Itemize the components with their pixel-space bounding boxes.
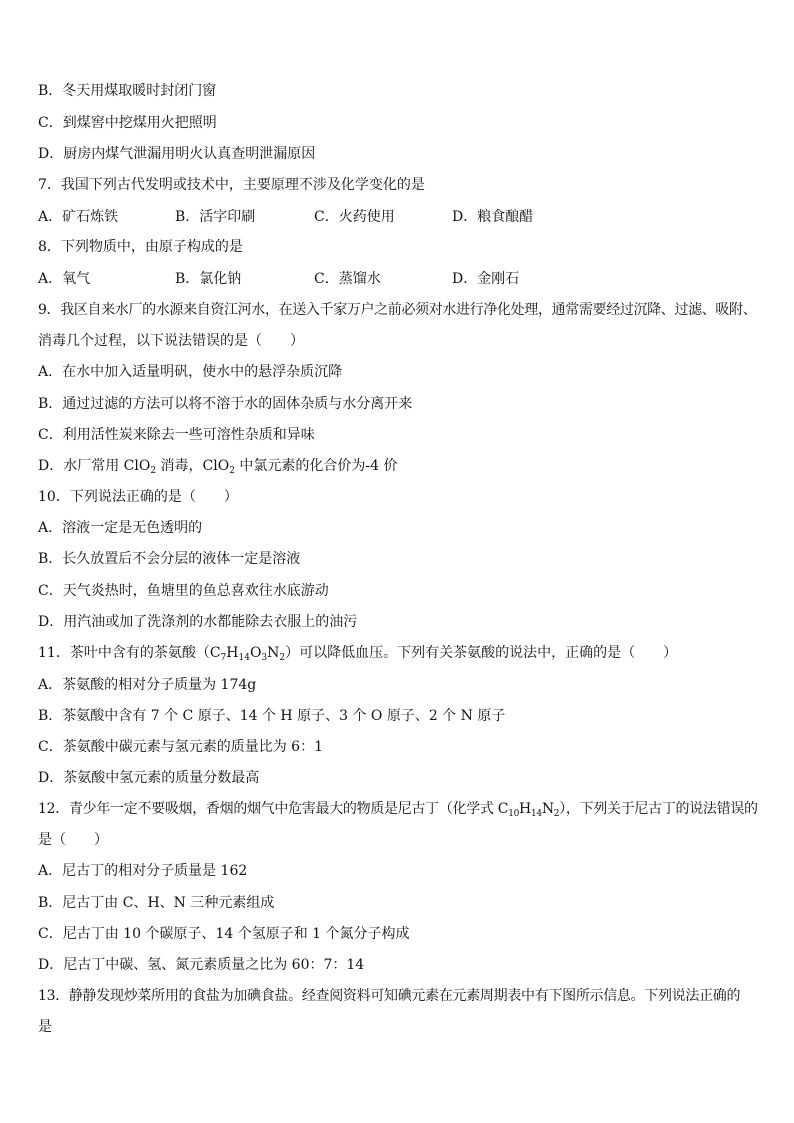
q12-symbol-n: N: [541, 801, 554, 817]
question-12-stem-line2: 是（ ）: [38, 832, 108, 848]
question-8-stem: 8．下列物质中，由原子构成的是: [38, 239, 243, 255]
q11-symbol-o: O: [249, 645, 262, 661]
q10-option-a: A．溶液一定是无色透明的: [38, 520, 203, 536]
q6-option-d: D．厨房内煤气泄漏用明火认真查明泄漏原因: [38, 146, 316, 162]
q10-option-d: D．用汽油或加了洗涤剂的水都能除去衣服上的油污: [38, 614, 358, 630]
q11-subscript-c: 7: [220, 653, 227, 663]
q11-text-2: ）可以降低血压。下列有关茶氨酸的说法中，正确的是（ ）: [285, 645, 678, 661]
q8-option-d: D．金刚石: [452, 271, 520, 287]
q12-option-d: D．尼古丁中碳、氢、氮元素质量之比为 60：7：14: [38, 957, 365, 973]
q6-option-c: C．到煤窖中挖煤用火把照明: [38, 115, 217, 131]
q11-option-d: D．茶氨酸中氢元素的质量分数最高: [38, 770, 260, 786]
q7-option-d: D．粮食酿醋: [452, 209, 534, 225]
q11-symbol-h: H: [226, 645, 239, 661]
q8-option-c: C．蒸馏水: [314, 271, 381, 287]
q9d-text-2: 消毒，ClO: [156, 458, 230, 474]
q9-option-c: C．利用活性炭来除去一些可溶性杂质和异味: [38, 427, 315, 443]
q12-subscript-h: 14: [530, 809, 542, 819]
q12-text-1: 12．青少年一定不要吸烟，香烟的烟气中危害最大的物质是尼古丁（化学式 C: [38, 801, 509, 817]
question-9-stem-line1: 9．我区自来水厂的水源来自资江河水，在送入千家万户之前必须对水进行净化处理，通常需要经过沉降、过滤、吸附、: [38, 302, 757, 318]
q7-option-b: B．活字印刷: [175, 209, 256, 225]
q11-symbol-n: N: [267, 645, 280, 661]
q12-text-2: ），下列关于尼古丁的说法错误的: [559, 801, 758, 817]
q9-option-b: B．通过过滤的方法可以将不溶于水的固体杂质与水分离开来: [38, 396, 413, 412]
q11-text-1: 11．茶叶中含有的茶氨酸（C: [38, 645, 221, 661]
question-11-stem: [38, 643, 677, 663]
q6-option-b: B．冬天用煤取暖时封闭门窗: [38, 83, 217, 99]
q9-option-d: [38, 456, 397, 476]
q11-subscript-n: 2: [279, 653, 286, 663]
question-7-stem: 7．我国下列古代发明或技术中，主要原理不涉及化学变化的是: [38, 177, 425, 193]
q9-option-a: A．在水中加入适量明矾，使水中的悬浮杂质沉降: [38, 364, 343, 380]
q12-option-a: A．尼古丁的相对分子质量是 162: [38, 863, 248, 879]
q8-option-b: B．氯化钠: [175, 271, 242, 287]
q7-option-a: A．矿石炼铁: [38, 209, 119, 225]
q11-option-c: C．茶氨酸中碳元素与氢元素的质量比为 6：1: [38, 739, 323, 755]
q12-option-c: C．尼古丁由 10 个碳原子、14 个氢原子和 1 个氮分子构成: [38, 926, 410, 942]
q12-symbol-h: H: [519, 801, 531, 817]
q11-subscript-h: 14: [238, 653, 250, 663]
q7-option-c: C．火药使用: [314, 209, 395, 225]
q12-option-b: B．尼古丁由 C、H、N 三种元素组成: [38, 895, 275, 911]
question-10-stem: 10．下列说法正确的是（ ）: [38, 489, 238, 505]
q12-subscript-n: 2: [553, 809, 560, 819]
q10-option-c: C．天气炎热时，鱼塘里的鱼总喜欢往水底游动: [38, 583, 329, 599]
q9d-text-3: 中氯元素的化合价为-4 价: [234, 458, 398, 474]
q9d-text-1: D．水厂常用 ClO: [38, 458, 151, 474]
q11-subscript-o: 3: [261, 653, 268, 663]
question-12-stem-line1: [38, 799, 758, 819]
q9d-subscript-1: 2: [150, 466, 157, 476]
q11-option-b: B．茶氨酸中含有 7 个 C 原子、14 个 H 原子、3 个 O 原子、2 个 N 原子: [38, 708, 506, 724]
q12-subscript-c: 10: [508, 809, 520, 819]
q8-option-a: A．氧气: [38, 271, 91, 287]
question-13-stem-line1: 13．静静发现炒菜所用的食盐为加碘食盐。经查阅资料可知碘元素在元素周期表中有下图所示信息。下列说法正确的: [38, 988, 741, 1004]
question-9-stem-line2: 消毒几个过程，以下说法错误的是（ ）: [38, 333, 304, 349]
question-13-stem-line2: 是: [38, 1019, 52, 1035]
q9d-subscript-2: 2: [229, 466, 235, 476]
q10-option-b: B．长久放置后不会分层的液体一定是溶液: [38, 551, 301, 567]
q11-option-a: A．茶氨酸的相对分子质量为 174g: [38, 677, 257, 693]
